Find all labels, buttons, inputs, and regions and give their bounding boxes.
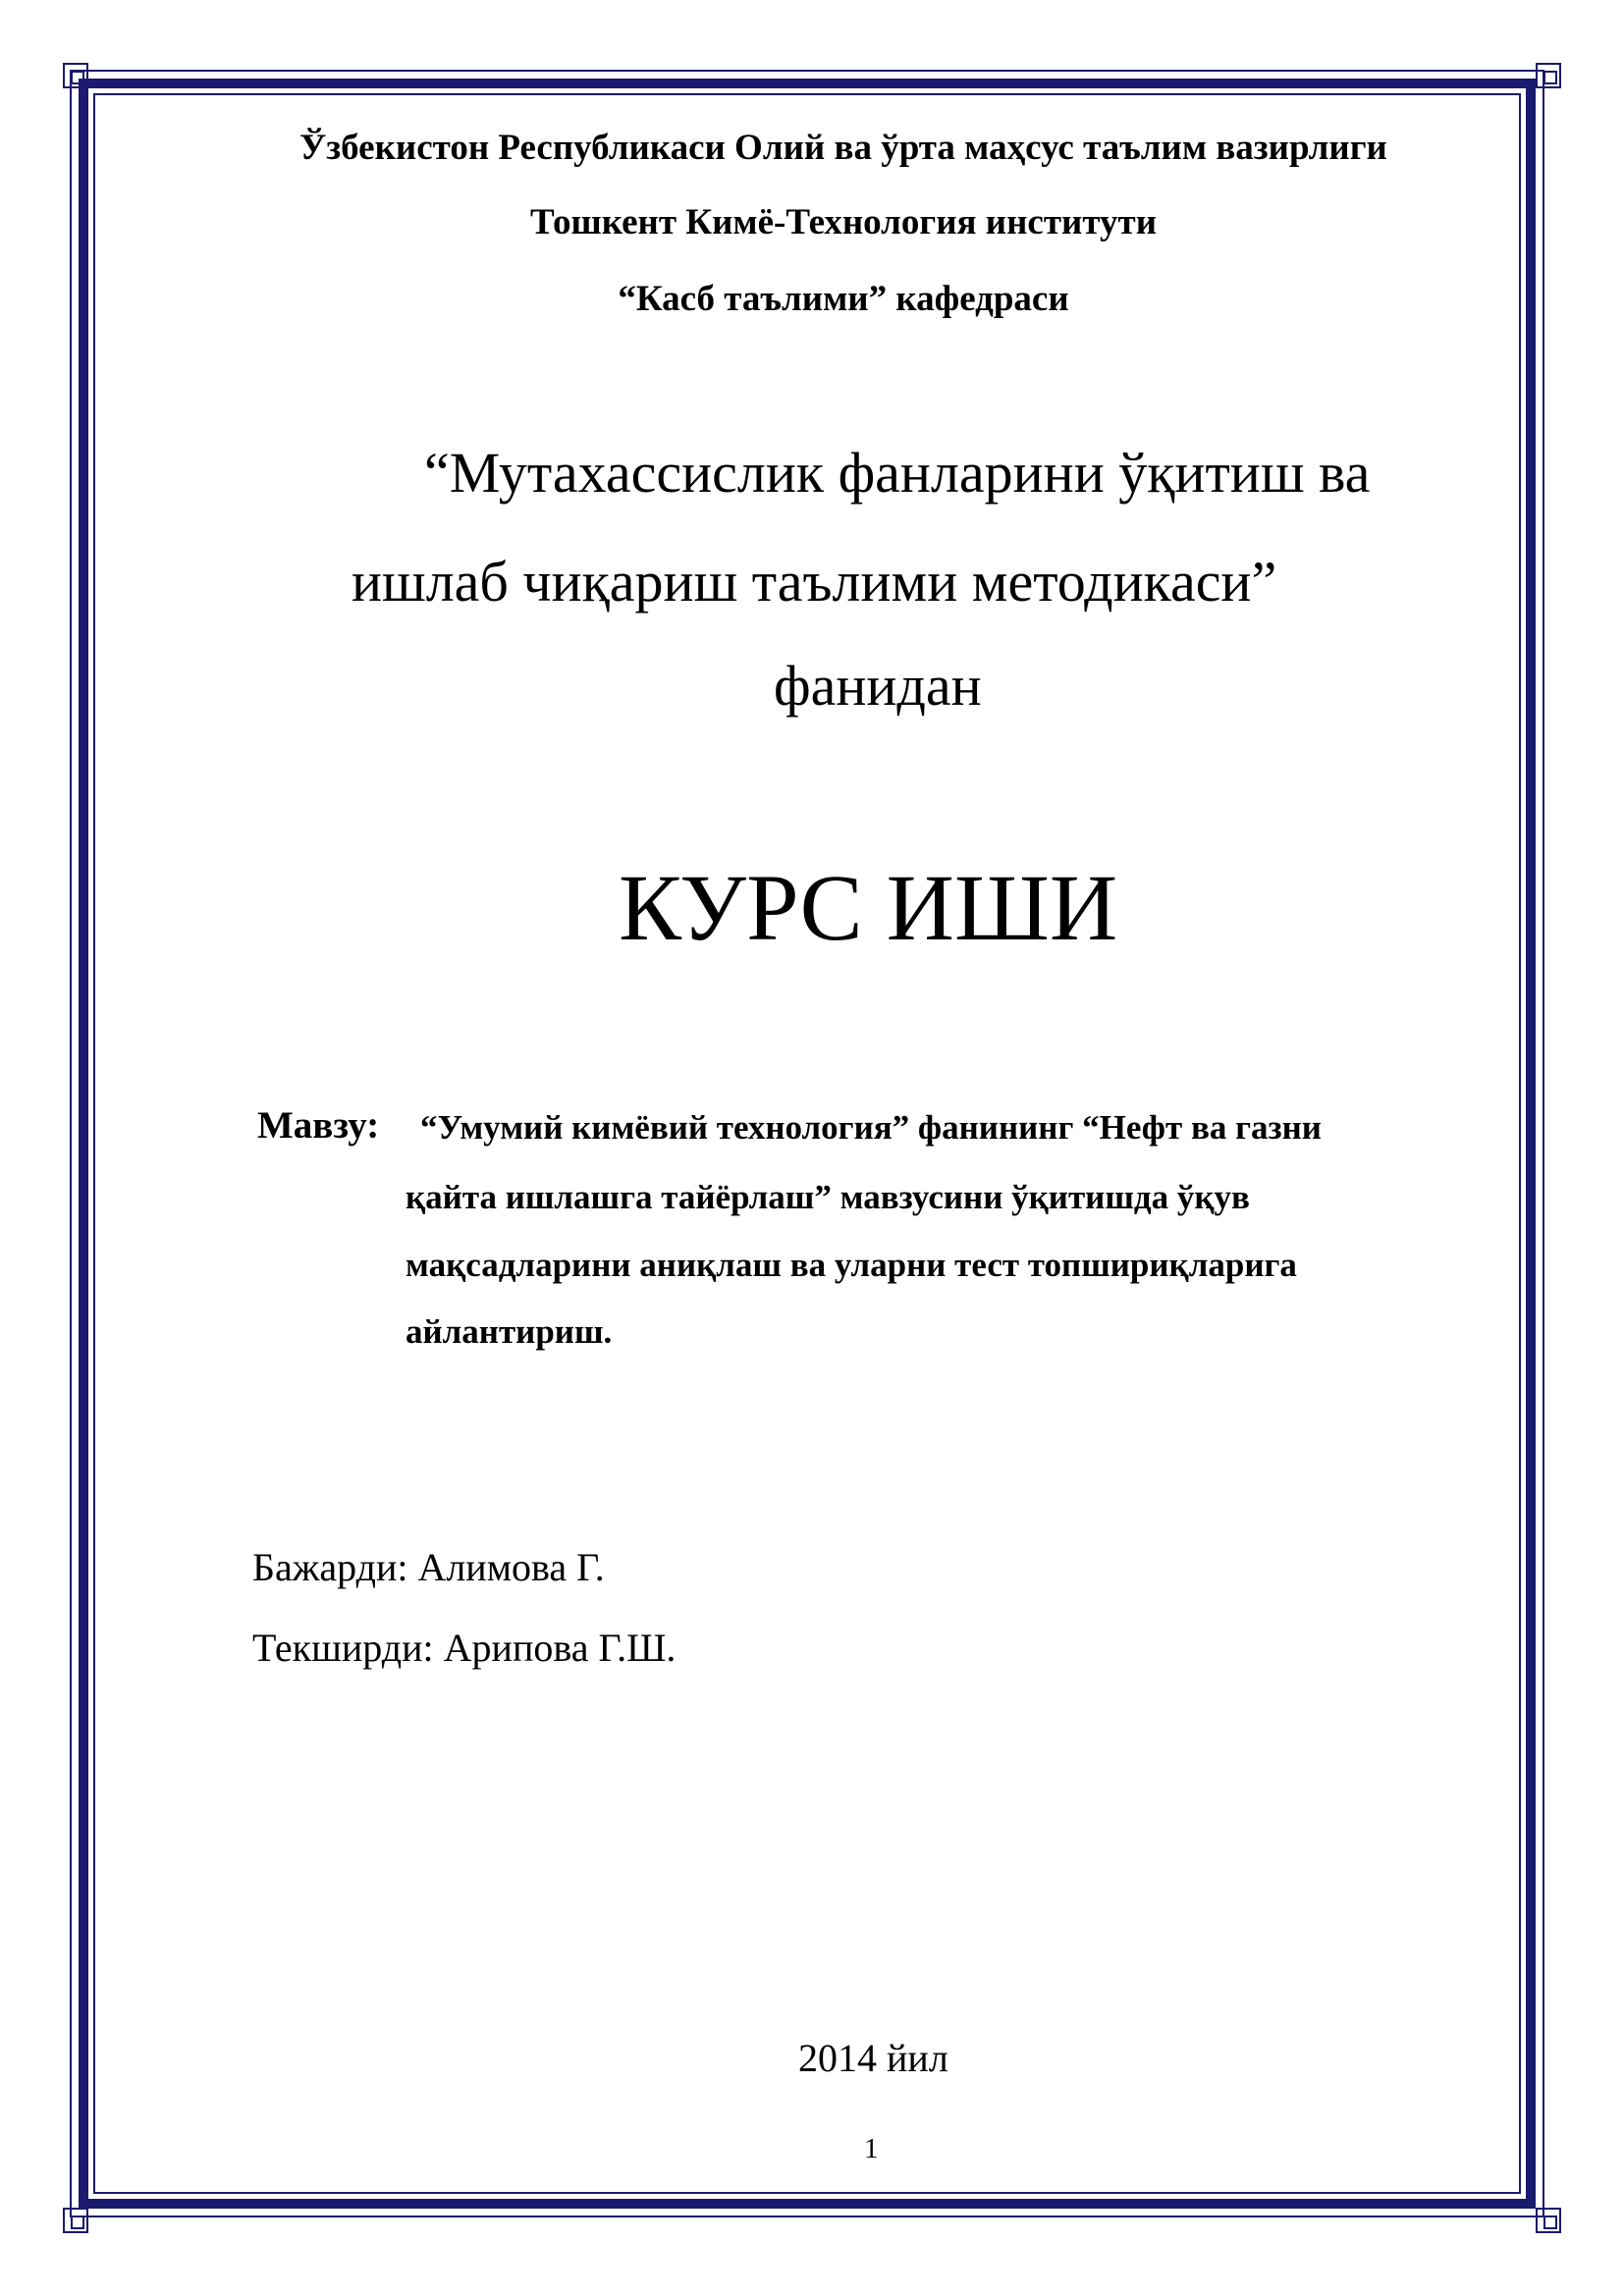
page-number: 1 bbox=[864, 2133, 879, 2164]
checked-by: Текширди: Арипова Г.Ш. bbox=[252, 1626, 677, 1670]
border-corner-ornament bbox=[1536, 63, 1561, 88]
year: 2014 йил bbox=[798, 2036, 948, 2080]
border-corner-ornament bbox=[63, 2208, 88, 2233]
document-title: КУРС ИШИ bbox=[619, 855, 1118, 960]
subject-line-1: “Мутахассислик фанларини ўқитиш ва bbox=[424, 441, 1371, 505]
subject-line-2: ишлаб чиқариш таълими методикаси” bbox=[352, 550, 1277, 614]
border-corner-ornament bbox=[63, 63, 88, 88]
theme-line-2: қайта ишлашга тайёрлаш” мавзусини ўқитишда ўқув bbox=[406, 1178, 1250, 1216]
department-heading: “Касб таълими” кафедраси bbox=[618, 279, 1069, 319]
institute-heading: Тошкент Кимё-Технология институти bbox=[529, 202, 1158, 242]
ministry-heading: Ўзбекистон Республикаси Олий ва ўрта маҳсус таълим вазирлиги bbox=[299, 128, 1387, 168]
theme-line-3: мақсадларини аниқлаш ва уларни тест топшириқларига bbox=[406, 1246, 1297, 1284]
border-corner-ornament bbox=[1536, 2208, 1561, 2233]
theme-line-1: “Умумий кимёвий технология” фанининг “Нефт ва газни bbox=[420, 1108, 1322, 1147]
subject-line-3: фанидан bbox=[774, 654, 982, 718]
theme-line-4: айлантириш. bbox=[406, 1312, 613, 1351]
performed-by: Бажарди: Алимова Г. bbox=[252, 1545, 605, 1589]
theme-label: Мавзу: bbox=[257, 1104, 380, 1147]
